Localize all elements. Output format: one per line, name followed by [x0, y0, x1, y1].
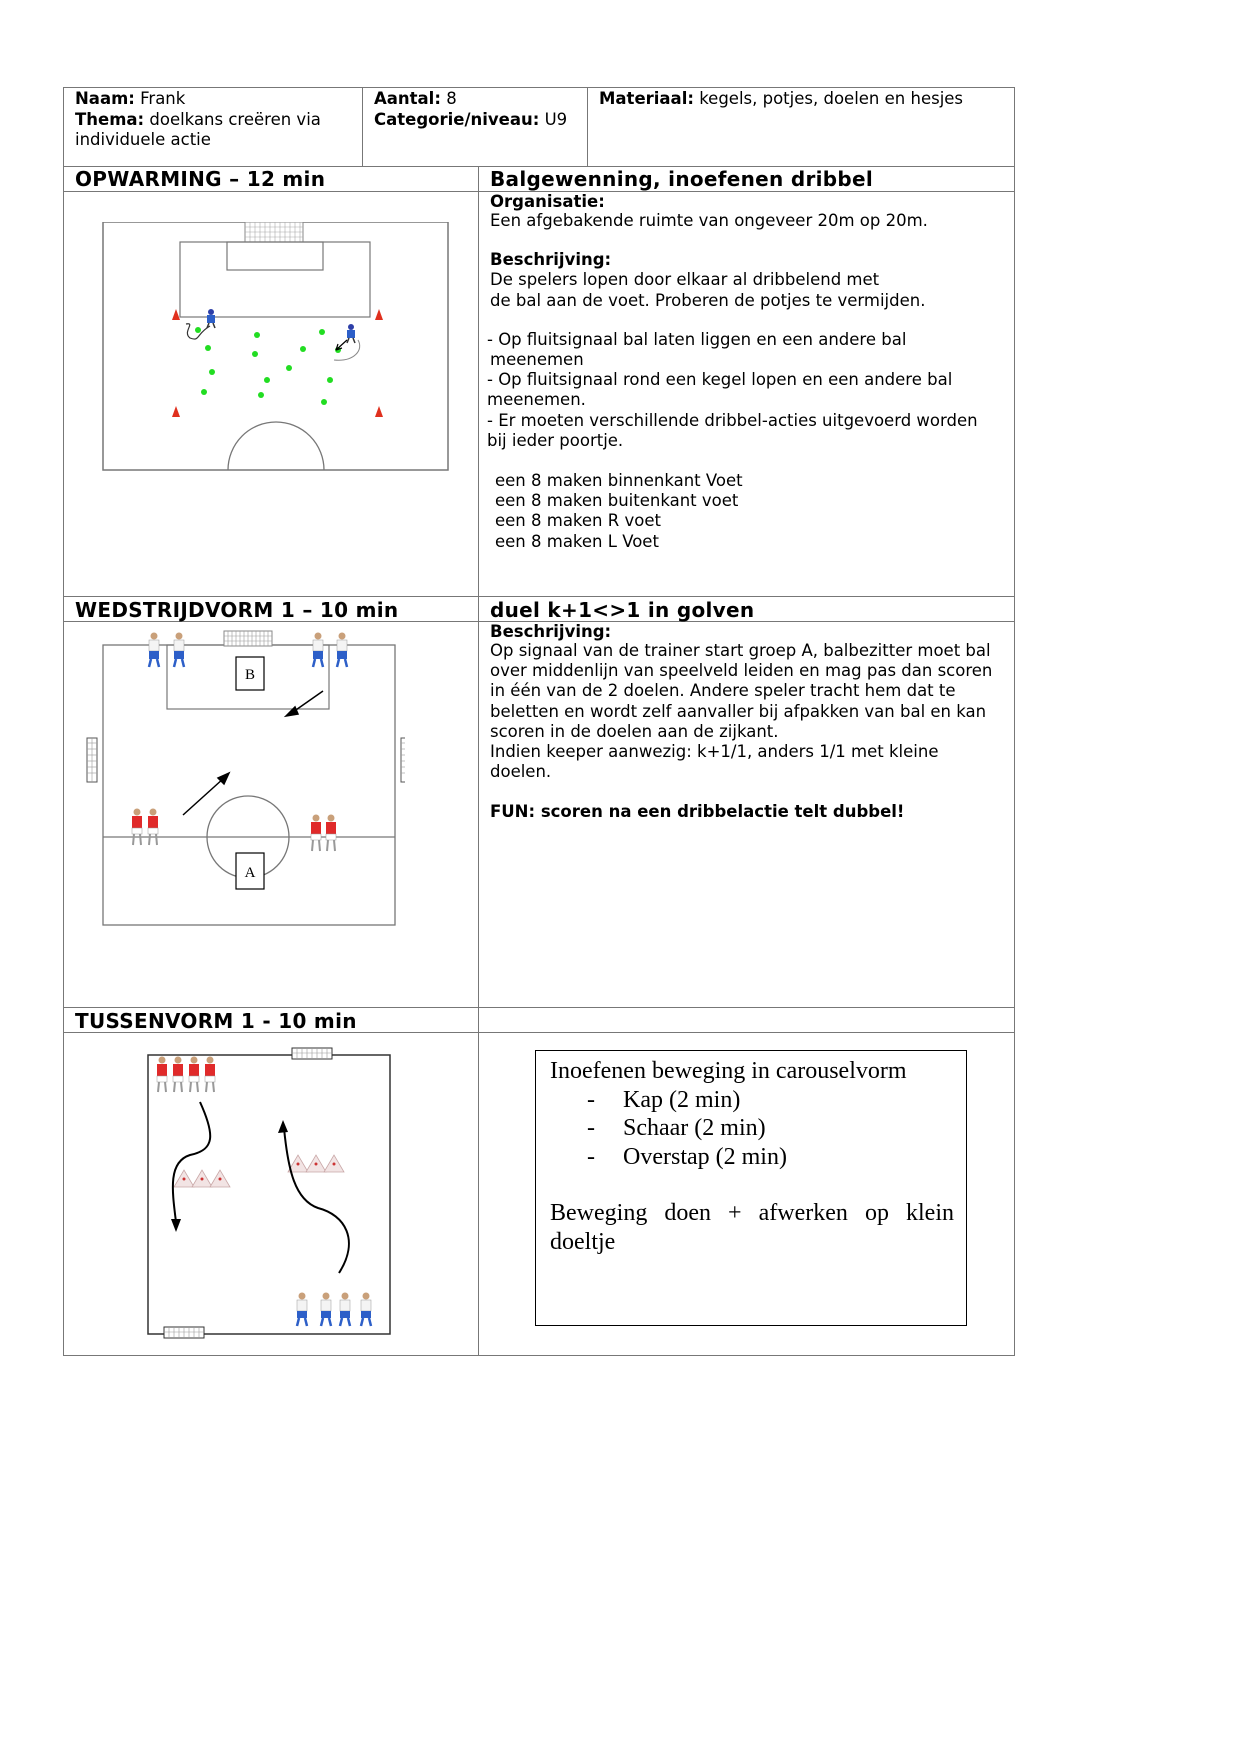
carousel-item: - Overstap (2 min) — [550, 1143, 954, 1172]
section1-subtitle: Balgewenning, inoefenen dribbel — [490, 167, 874, 191]
organisatie-text: Een afgebakende ruimte van ongeveer 20m op 20m. — [490, 211, 928, 230]
eight-line1: een 8 maken binnenkant Voet — [495, 471, 743, 491]
materiaal-value: kegels, potjes, doelen en hesjes — [699, 89, 964, 108]
beschrijving-line2: de bal aan de voet. Proberen de potjes te vermijden. — [490, 290, 926, 310]
section2-description — [490, 623, 992, 823]
section2-line1: Op signaal van de trainer start groep A, balbezitter moet bal — [490, 641, 991, 660]
goal-icon — [164, 1327, 204, 1338]
carousel-item: - Schaar (2 min) — [550, 1114, 954, 1143]
goal-icon — [245, 222, 303, 242]
section2-title: WEDSTRIJDVORM 1 – 10 min — [75, 598, 399, 622]
thema-value-line2: individuele actie — [75, 130, 211, 149]
warmup-field-diagram — [100, 222, 450, 472]
carousel-item: - Kap (2 min) — [550, 1086, 954, 1115]
section2-line7: doelen. — [490, 762, 552, 782]
section1-description — [487, 192, 978, 552]
carousel-footer-line2: doeltje — [550, 1228, 616, 1255]
beschrijving-label: Beschrijving: — [490, 250, 612, 270]
section2-subtitle: duel k+1<>1 in golven — [490, 598, 755, 622]
eight-line3: een 8 maken R voet — [495, 511, 661, 531]
thema-label: Thema: — [75, 109, 145, 129]
section2-line2: over middenlijn van speelveld leiden en mag pas dan scoren — [490, 661, 993, 681]
section2-line5: scoren in de doelen aan de zijkant. — [490, 721, 779, 741]
section2-line4: beletten en wordt zelf aanvaller bij afpakken van bal en kan — [490, 701, 987, 721]
carousel-field-diagram — [140, 1040, 400, 1340]
bullet2-line1: - Op fluitsignaal rond een kegel lopen en een andere bal — [487, 370, 953, 390]
cone-row-icon — [288, 1155, 344, 1172]
bullet1-line1: - Op fluitsignaal bal laten liggen en een andere bal — [487, 329, 907, 349]
header-materiaal-cell — [599, 89, 963, 110]
section1-title: OPWARMING – 12 min — [75, 167, 326, 191]
section2-line3: in één van de 2 doelen. Andere speler tracht hem dat te — [490, 681, 956, 701]
categorie-label: Categorie/niveau: — [374, 109, 540, 129]
side-goal-icon — [87, 738, 97, 782]
field-outline — [148, 1055, 390, 1334]
bullet2-line2: meenemen. — [487, 390, 586, 410]
eight-line2: een 8 maken buitenkant voet — [495, 491, 739, 511]
field-outline — [103, 222, 448, 470]
thema-value-line1: doelkans creëren via — [149, 109, 321, 129]
bullet3-line1: - Er moeten verschillende dribbel-acties uitgevoerd worden — [487, 410, 978, 430]
beschrijving-line1: De spelers lopen door elkaar al dribbelend met — [490, 270, 880, 290]
zone-label-a: A — [244, 865, 256, 881]
organisatie-label: Organisatie: — [490, 192, 605, 211]
carousel-info-box — [535, 1050, 967, 1326]
match-field-diagram — [85, 625, 405, 930]
naam-value: Frank — [140, 89, 186, 108]
naam-label: Naam: — [75, 89, 135, 108]
carousel-footer-line1: Beweging doen + afwerken op klein — [550, 1200, 954, 1226]
side-goal-icon — [401, 738, 405, 782]
header-aantal-cell — [374, 89, 567, 130]
materiaal-label: Materiaal: — [599, 89, 694, 108]
bullet1-line2: meenemen — [490, 350, 584, 370]
section2-beschrijving-label: Beschrijving: — [490, 622, 612, 641]
categorie-value: U9 — [544, 109, 568, 129]
cone-row-icon — [174, 1170, 230, 1187]
header-naam-cell — [75, 89, 321, 151]
zone-label-b: B — [244, 667, 256, 683]
bullet3-line2: bij ieder poortje. — [487, 430, 624, 450]
section2-line6: Indien keeper aanwezig: k+1/1, anders 1/1 met kleine — [490, 742, 939, 762]
carousel-items-list — [550, 1086, 954, 1172]
goal-icon — [224, 631, 272, 646]
section2-fun: FUN: scoren na een dribbelactie telt dubbel! — [490, 802, 905, 822]
section3-title: TUSSENVORM 1 - 10 min — [75, 1009, 357, 1033]
aantal-value: 8 — [446, 89, 457, 108]
eight-line4: een 8 maken L Voet — [495, 531, 659, 551]
carousel-box-title: Inoefenen beweging in carouselvorm — [550, 1058, 907, 1084]
aantal-label: Aantal: — [374, 89, 441, 108]
goal-icon — [292, 1048, 332, 1059]
